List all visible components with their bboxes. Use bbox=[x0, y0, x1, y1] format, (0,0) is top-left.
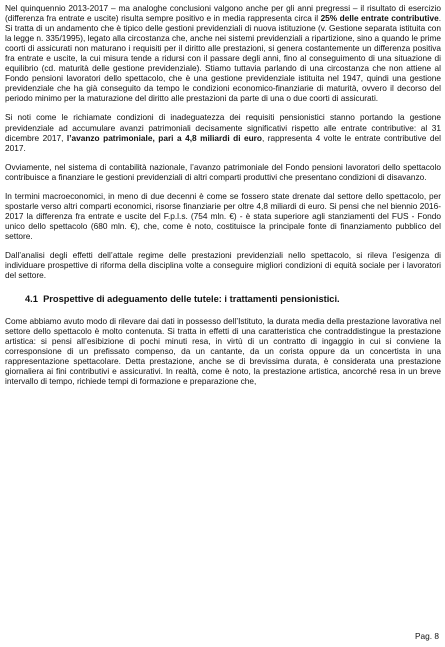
section-heading bbox=[5, 294, 441, 305]
paragraph bbox=[5, 162, 441, 182]
text-run: . Si tratta di un andamento che è tipico delle gestioni previdenziali di nuova istituzione (v. Gestione separata istituita con la legge n. 335/1995), legato alla circostanza che, anche nei sistemi previdenziali a ripartizione, sino a quando le prime coorti di assicurati non maturano i requisiti per il diritto alle prestazioni, si genera costantemente un differenza positiva fra entrate e uscite, la cui misura tende a ridursi con il passare degli anni, fino al conseguimento di una situazione di equilibrio (cd. maturità delle gestione previdenziale). Stiamo tuttavia parlando di una circostanza che non attiene al Fondo pensioni lavoratori dello spettacolo, che è una gestione previdenziale istituita nel 1947, quindi una gestione previdenziale che ha già conseguito da tempo le condizioni economico-finanziarie di maturità, ovvero il decorso del periodo minimo per la maturazione del diritto alle prestazioni da parte di una o due coorti di assicurati. bbox=[5, 13, 442, 104]
bold-text: l’avanzo patrimoniale, pari a 4,8 miliardi di euro bbox=[66, 132, 262, 143]
text-run: Ovviamente, nel sistema di contabilità nazionale, l’avanzo patrimoniale del Fondo pensioni lavoratori dello spettacolo contribuisce a finanziare le gestioni previdenziali di altri comparti produttivi che presentano condizioni di disavanzo. bbox=[5, 161, 441, 182]
paragraph bbox=[5, 3, 441, 103]
body-after-section bbox=[5, 316, 441, 386]
text-run: , rappresenta 4 volte le entrate contributive del 2017. bbox=[5, 132, 441, 153]
text-run: Dall’analisi degli effetti dell’attale regime delle prestazioni previdenziali nello spettacolo, si rileva l’esigenza di individuare prospettive di riforma della disciplina volte a conseguire migliori condizioni di equità sociale per i lavoratori del settore. bbox=[5, 249, 441, 281]
text-run: Nel quinquennio 2013-2017 – ma analoghe conclusioni valgono anche per gli anni pregressi – il risultato di esercizio (differenza fra entrate e uscite) risulta sempre positivo e in media rappresenta circa il bbox=[5, 3, 441, 24]
page-number: Pag. 8 bbox=[415, 631, 439, 641]
paragraph bbox=[5, 191, 441, 241]
paragraph bbox=[5, 316, 441, 386]
paragraph bbox=[5, 112, 441, 152]
section-title: Prospettive di adeguamento delle tutele: i trattamenti pensionistici. bbox=[43, 294, 340, 305]
paragraph bbox=[5, 250, 441, 280]
text-run: Si noti come le richiamate condizioni di inadeguatezza dei requisiti pensionistici stanno portando la gestione previdenziale ad accumulare avanzi patrimoniali decisamente significativi rispetto alle entrate contributive: al 31 dicembre 2017, bbox=[5, 112, 441, 143]
section-number: 4.1 bbox=[25, 294, 38, 305]
bold-text: 25% delle entrate contributive bbox=[320, 13, 439, 24]
body-before-section bbox=[5, 3, 441, 280]
text-run: Come abbiamo avuto modo di rilevare dai dati in possesso dell’Istituto, la durata media della prestazione lavorativa nel settore dello spettacolo è molto contenuta. Si tratta in effetti di una caratteristica che contraddistingue la prestazione artistica: si pensi all’esibizione di pochi minuti resa, in virtù di un contratto di ingaggio in cui si conviene la corresponsione di un prefissato compenso, da un cantante, da un corista oppure da un concertista in una rappresentazione spettacolare. Detta prestazione, anche se di brevissima durata, è considerata una prestazione giornaliera ai fini contributivi e assicurativi. In realtà, come è noto, la prestazione artistica, ancorché resa in un breve intervallo di tempo, richiede tempi di formazione e preparazione che, bbox=[5, 316, 441, 387]
text-run: In termini macroeconomici, in meno di due decenni è come se fossero state drenate dal settore dello spettacolo, per spostarle verso altri comparti economici, risorse finanziarie per oltre 4,8 miliardi di euro. Si pensi che nel biennio 2016-2017 la differenza fra entrate e uscite del F.p.l.s. (754 mln. €) - è stata superiore agli stanziamenti del FUS - Fondo unico dello spettacolo (680 mln. €), che, come è noto, costituisce la principale fonte di finanziamento pubblico del settore. bbox=[5, 190, 441, 241]
